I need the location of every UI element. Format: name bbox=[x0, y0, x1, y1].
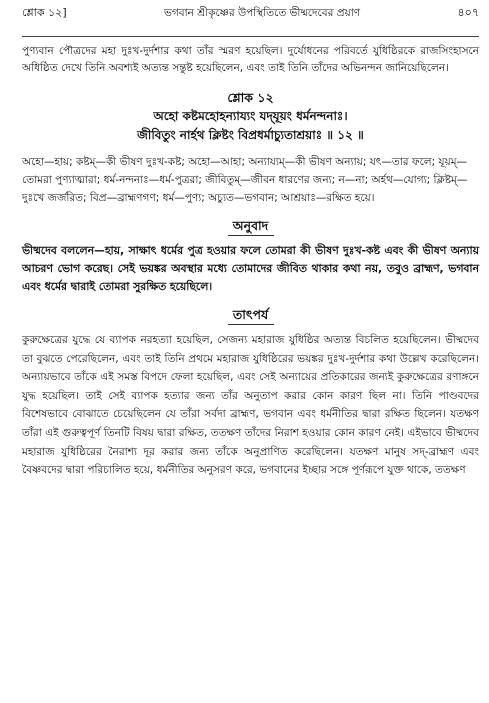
verse-line-2: জীবিতুং নার্হথ ক্লিষ্টং বিপ্রধর্মাচ্যুতাশ্রয়াঃ ॥ ১২ ॥ bbox=[137, 128, 364, 142]
purport-heading: তাৎপর্য bbox=[232, 307, 269, 322]
heading-underline bbox=[228, 235, 274, 236]
intro-paragraph: পুণ্যবান পৌত্রদের মহা দুঃখ-দুর্দশার কথা তাঁর স্মরণ হয়েছিল। দুর্যোধনের পরিবর্তে যুধিষ্ঠিরকে রাজসিংহাসনে অধিষ্ঠিত দেখে তিনি অবশ্যই অত্যন্ত সন্তুষ্ট হয়েছিলেন, এবং তাই তিনি তাঁদের অভিনন্দন জানিয়েছিলেন। bbox=[22, 45, 479, 74]
translation-heading: অনুবাদ bbox=[232, 218, 269, 233]
running-title: ভগবান শ্রীকৃষ্ণের উপস্থিতিতে ভীষ্মদেবের প্রয়াণ bbox=[164, 7, 361, 19]
heading-underline bbox=[228, 324, 274, 325]
verse-title: শ্লোক ১২ bbox=[227, 90, 274, 105]
verse-reference: শ্লোক ১২] bbox=[22, 6, 67, 19]
verse-line-1: অহো কষ্টমহোহন্যায্যং যদ্‌যূয়ং ধর্মনন্দনাঃ। bbox=[153, 109, 348, 123]
purport-text: কুরুক্ষেত্রের যুদ্ধে যে ব্যাপক নরহত্যা হয়েছিল, সেজন্য মহারাজ যুধিষ্ঠির অত্যন্ত বিচলিত হয়েছিলেন। ভীষ্মদেব তা বুঝতে পেরেছিলেন, এবং তাই তিনি প্রথমে মহারাজ যুধিষ্ঠিরের ভয়ঙ্কর দুঃখ-দুর্দশার কথা উল্লেখ করেছিলেন। অন্যায়ভাবে তাঁকে এই সমস্ত বিপদে ফেলা হয়েছিল, এবং সেই অন্যায়ের প্রতিকারের জন্যই কুরুক্ষেত্রের রণাঙ্গনে যুদ্ধ হয়েছিল। তাই সেই ব্যাপক হত্যার জন্য তাঁর অনুতাপ করার কোন কারণ ছিল না। তিনি পাণ্ডবদের বিশেষভাবে বোঝাতে চেয়েছিলেন যে তাঁরা সর্বদা ব্রাহ্মণ, ভগবান এবং ধর্মনীতির দ্বারা রক্ষিত ছিলেন। যতক্ষণ তাঁরা এই গুরুত্বপূর্ণ তিনটি বিষয় দ্বারা রক্ষিত, ততক্ষণ তাঁদের নিরাশ হওয়ার কোন কারণ নেই। এইভাবে ভীষ্মদেব মহারাজ যুধিষ্ঠিরের নৈরাশ্য দূর করার জন্য তাঁকে অনুপ্রাণিত করেছিলেন। যতক্ষণ মানুষ সদ্‌-ব্রাহ্মণ এবং বৈষ্ণবদের দ্বারা পরিচালিত হয়ে, ধর্মনীতির অনুসরণ করে, ভগবানের ইচ্ছার সঙ্গে পূর্ণরূপে যুক্ত থাকে, ততক্ষণ bbox=[22, 334, 479, 477]
page-number: ৪০৭ bbox=[457, 6, 479, 19]
word-for-word-synonyms: অহো—হায়; কষ্টম্—কী ভীষণ দুঃখ-কষ্ট; অহো—আহা; অন্যায্যম্—কী ভীষণ অন্যায়; যৎ—তার ফলে; যূয়ম্—তোমরা পুণ্যাত্মারা; ধর্ম-নন্দনাঃ—ধর্ম-পুত্ররা; জীবিতুম্—জীবন ধারণের জন্য; ন—না; অর্হথ—যোগ্য; ক্লিষ্টম্—দুঃখে জর্জরিত; বিপ্র—ব্রাহ্মণগণ; ধর্ম—পুণ্য; অচ্যুত—ভগবান; আশ্রয়াঃ—রক্ষিত হয়ে। bbox=[22, 156, 468, 204]
translation-text: ভীষ্মদেব বললেন—হায়, সাক্ষাৎ ধর্মের পুত্র হওয়ার ফলে তোমরা কী ভীষণ দুঃখ-কষ্ট এবং কী ভীষণ অন্যায় আচরণ ভোগ করেছ। সেই ভয়ঙ্কর অবস্থার মধ্যে তোমাদের জীবিত থাকার কথা নয়, তবুও ব্রাহ্মণ, ভগবান এবং ধর্মের দ্বারাই তোমরা সুরক্ষিত হয়েছিলে। bbox=[22, 244, 479, 293]
page-header bbox=[22, 0, 479, 37]
